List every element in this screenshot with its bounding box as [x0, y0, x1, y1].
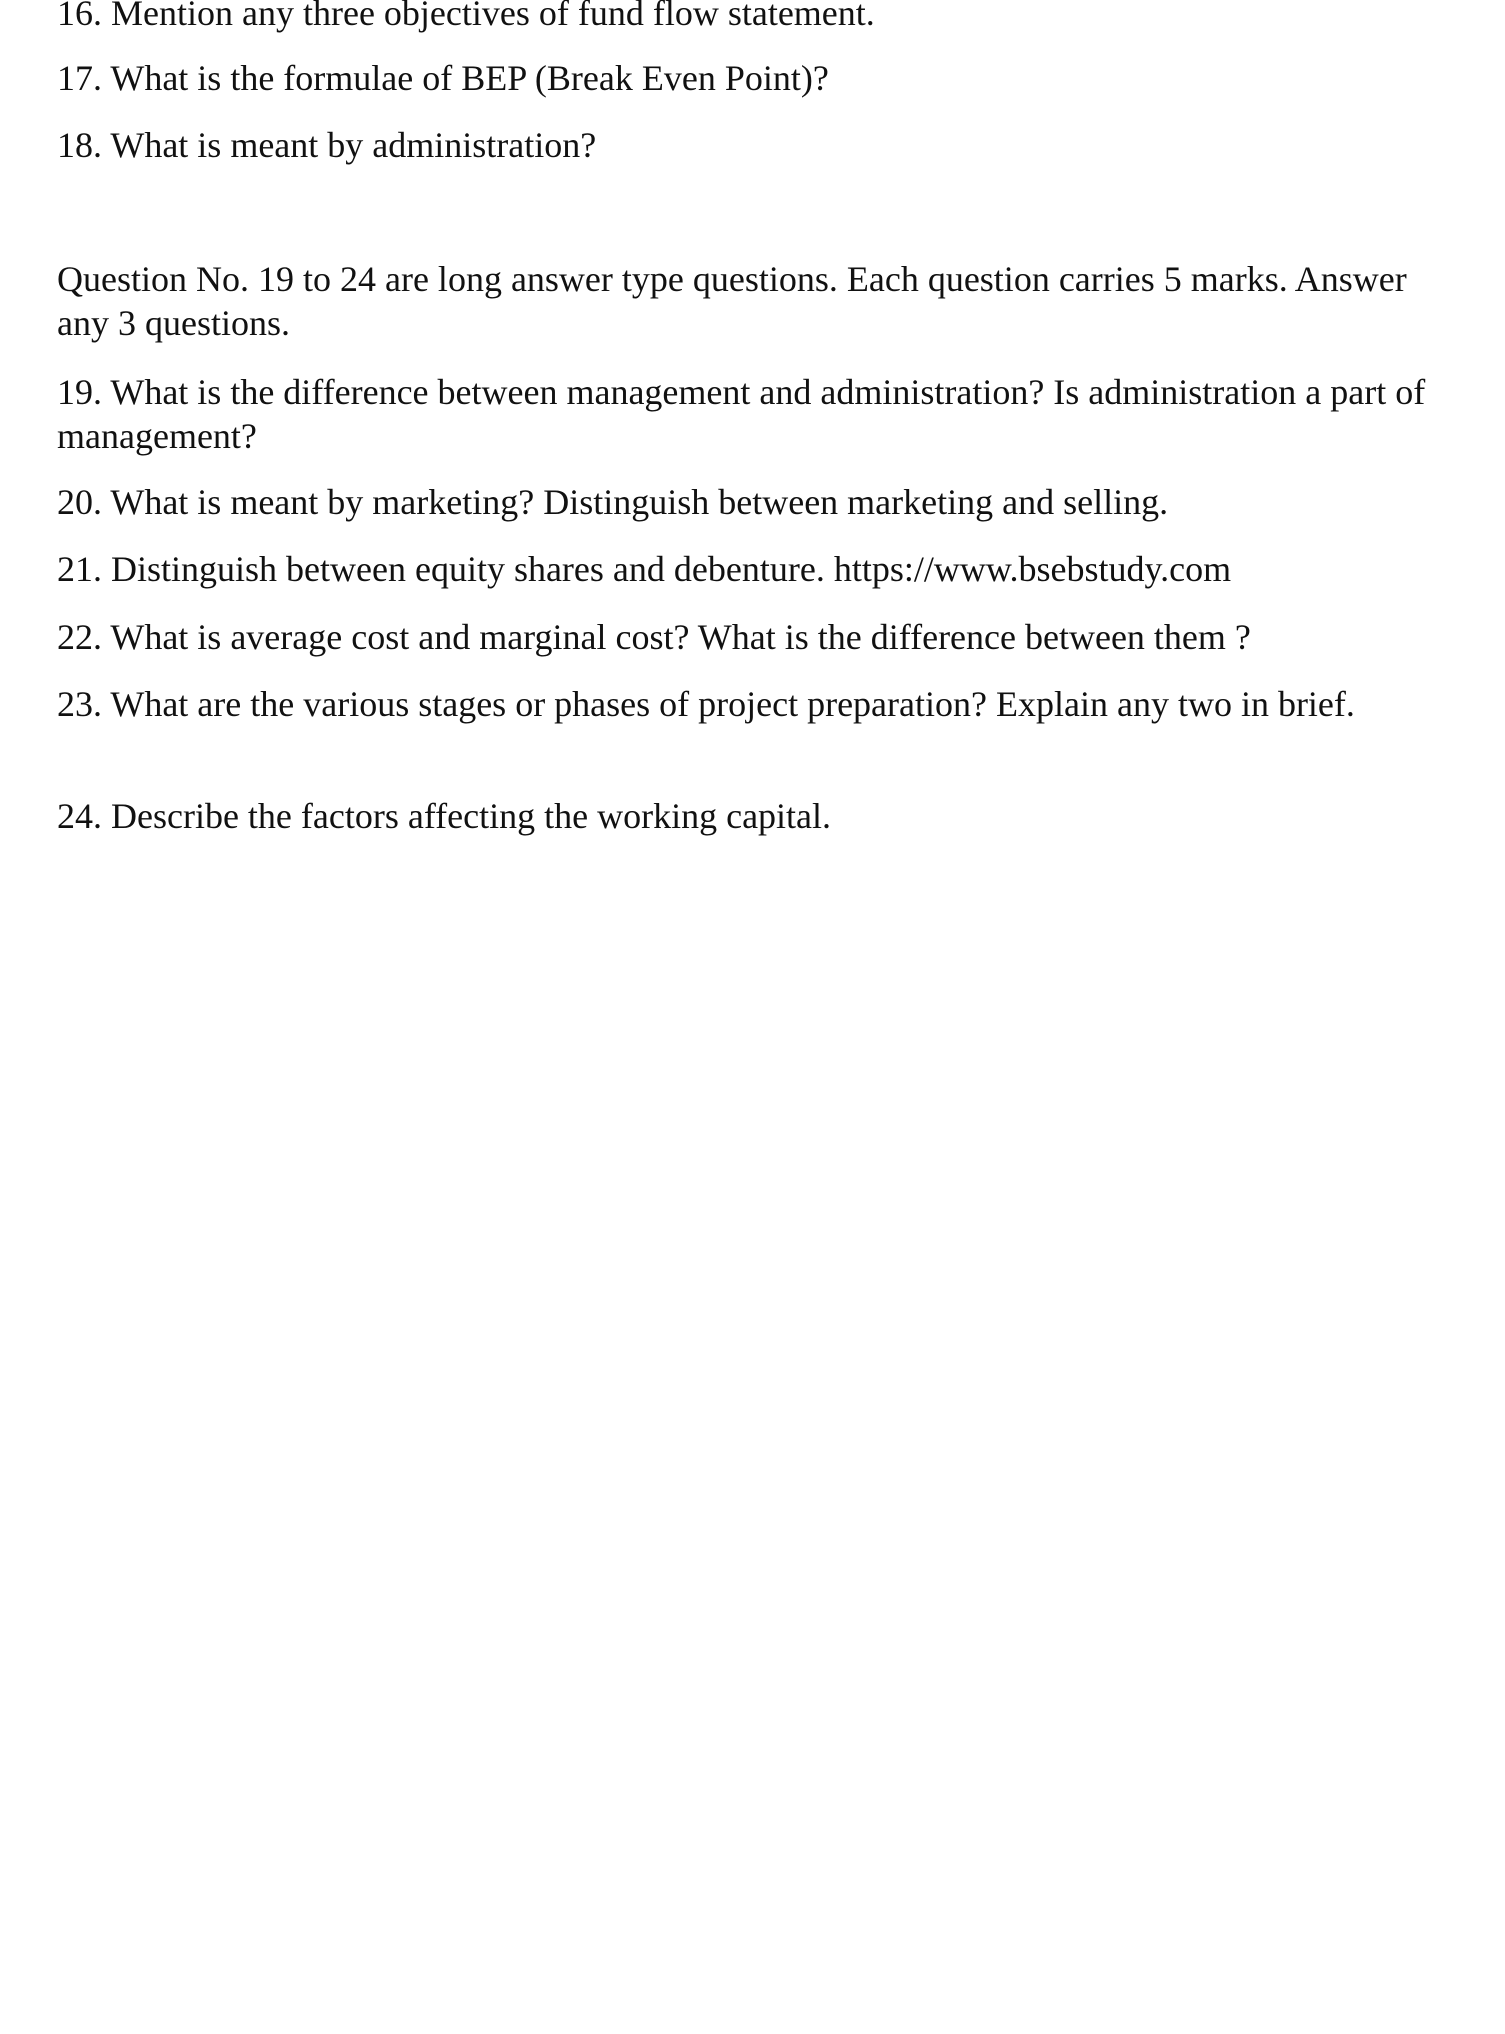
question-20: 20. What is meant by marketing? Distinguish between marketing and selling.	[57, 482, 1169, 522]
question-24: 24. Describe the factors affecting the working capital.	[57, 796, 832, 836]
question-17: 17. What is the formulae of BEP (Break Even Point)?	[57, 58, 829, 98]
question-21: 21. Distinguish between equity shares and debenture. https://www.bsebstudy.com	[57, 549, 1232, 589]
question-16: 16. Mention any three objectives of fund flow statement.	[57, 0, 875, 33]
question-23: 23. What are the various stages or phases of project preparation? Explain any two in brief.	[57, 684, 1355, 724]
question-22: 22. What is average cost and marginal cost? What is the difference between them ?	[57, 617, 1251, 657]
question-18: 18. What is meant by administration?	[57, 125, 597, 165]
question-19: 19. What is the difference between management and administration? Is administration a part of management?	[57, 372, 1426, 456]
section-instruction: Question No. 19 to 24 are long answer type questions. Each question carries 5 marks. Answer any 3 questions.	[57, 259, 1407, 343]
